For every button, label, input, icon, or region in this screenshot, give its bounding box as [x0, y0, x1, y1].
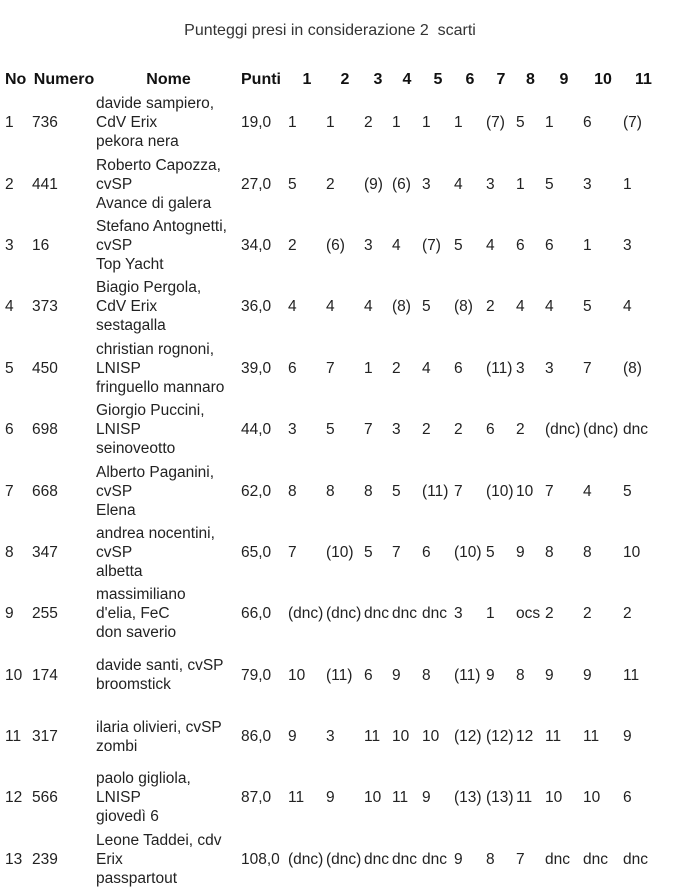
rank-cell: 3	[5, 236, 14, 254]
race-score-cell: (dnc)	[288, 850, 324, 868]
name-line: christian rognoni,	[96, 340, 215, 358]
race-score-cell: 3	[516, 359, 525, 377]
name-line: massimiliano	[96, 586, 186, 604]
race-score-cell: 10	[422, 728, 440, 746]
column-header: 9	[559, 70, 569, 88]
points-cell: 86,0	[241, 728, 272, 746]
rank-cell: 7	[5, 482, 14, 500]
race-score-cell: dnc	[364, 605, 389, 623]
race-score-cell: 8	[422, 666, 431, 684]
race-score-cell: 9	[623, 728, 632, 746]
race-score-cell: ocs	[516, 605, 541, 623]
race-score-cell: 3	[392, 421, 401, 439]
race-score-cell: 10	[392, 728, 410, 746]
table-row	[0, 706, 664, 767]
race-score-cell: 9	[422, 789, 431, 807]
race-score-cell: 1	[392, 114, 401, 132]
race-score-cell: 7	[545, 482, 554, 500]
race-score-cell: 5	[545, 175, 554, 193]
table-row	[0, 522, 664, 583]
name-line: d'elia, FeC	[96, 605, 170, 623]
race-score-cell: 1	[545, 114, 554, 132]
race-score-cell: 6	[288, 359, 297, 377]
sail-number-cell: 566	[32, 789, 58, 807]
race-score-cell: 5	[364, 543, 373, 561]
sail-number-cell: 373	[32, 298, 58, 316]
race-score-cell: 7	[326, 359, 335, 377]
race-score-cell: 3	[545, 359, 554, 377]
race-score-cell: dnc	[392, 605, 417, 623]
race-score-cell: 7	[583, 359, 592, 377]
name-cell	[96, 153, 241, 214]
name-line: davide sampiero,	[96, 95, 215, 113]
results-body	[0, 92, 664, 890]
column-header: No	[5, 70, 27, 88]
name-line: CdV Erix	[96, 298, 158, 316]
column-header: Nome	[146, 70, 191, 88]
race-score-cell: dnc	[545, 850, 570, 868]
race-score-cell: (6)	[392, 175, 411, 193]
race-score-cell: 6	[454, 359, 463, 377]
name-line: CdV Erix	[96, 114, 158, 132]
name-line: passpartout	[96, 869, 177, 887]
name-cell	[96, 460, 241, 521]
race-score-cell: 7	[392, 543, 401, 561]
name-line: Leone Taddei, cdv	[96, 831, 222, 849]
race-score-cell: 3	[454, 605, 463, 623]
race-score-cell: 10	[545, 789, 563, 807]
race-score-cell: 8	[545, 543, 554, 561]
name-line: LNISP	[96, 789, 141, 807]
race-score-cell: 6	[422, 543, 431, 561]
race-score-cell: 1	[364, 359, 373, 377]
race-score-cell: dnc	[623, 850, 648, 868]
name-cell	[96, 767, 241, 828]
points-cell: 39,0	[241, 359, 272, 377]
name-line: LNISP	[96, 359, 141, 377]
column-header: 1	[302, 70, 312, 88]
race-score-cell: 5	[422, 298, 431, 316]
race-score-cell: 4	[454, 175, 463, 193]
race-score-cell: 2	[288, 236, 297, 254]
race-score-cell: 1	[583, 236, 592, 254]
race-score-cell: 6	[364, 666, 373, 684]
race-score-cell: 1	[288, 114, 297, 132]
race-score-cell: 9	[288, 728, 297, 746]
race-score-cell: dnc	[623, 421, 648, 439]
race-score-cell: 2	[364, 114, 373, 132]
sail-number-cell: 16	[32, 236, 50, 254]
name-line: ilaria olivieri, cvSP	[96, 718, 222, 736]
race-score-cell: (dnc)	[326, 605, 362, 623]
name-line: Biagio Pergola,	[96, 279, 202, 297]
race-score-cell: 11	[545, 728, 562, 746]
name-line: pekora nera	[96, 133, 179, 151]
race-score-cell: 1	[422, 114, 431, 132]
race-score-cell: 4	[422, 359, 431, 377]
race-score-cell: (11)	[486, 359, 513, 377]
race-score-cell: dnc	[422, 850, 447, 868]
race-score-cell: (8)	[623, 359, 642, 377]
race-score-cell: 2	[583, 605, 592, 623]
race-score-cell: 10	[623, 543, 641, 561]
race-score-cell: 8	[364, 482, 373, 500]
name-cell	[96, 583, 241, 644]
name-cell	[96, 645, 241, 706]
race-score-cell: 11	[392, 789, 409, 807]
race-score-cell: 8	[288, 482, 297, 500]
race-score-cell: 5	[326, 421, 335, 439]
race-score-cell: (13)	[454, 789, 482, 807]
race-score-cell: 5	[454, 236, 463, 254]
race-score-cell: 4	[583, 482, 592, 500]
sail-number-cell: 255	[32, 605, 58, 623]
sail-number-cell: 698	[32, 421, 58, 439]
name-line: broomstick	[96, 676, 171, 694]
race-score-cell: 5	[392, 482, 401, 500]
race-score-cell: 11	[364, 728, 381, 746]
name-line: seinoveotto	[96, 440, 176, 458]
race-score-cell: 5	[623, 482, 632, 500]
race-score-cell: 6	[623, 789, 632, 807]
race-score-cell: 2	[454, 421, 463, 439]
sail-number-cell: 668	[32, 482, 58, 500]
race-score-cell: 4	[545, 298, 554, 316]
points-cell: 62,0	[241, 482, 272, 500]
rank-cell: 9	[5, 605, 14, 623]
name-line: cvSP	[96, 482, 133, 500]
race-score-cell: (8)	[392, 298, 411, 316]
name-line: Avance di galera	[96, 194, 212, 212]
name-line: giovedì 6	[96, 808, 159, 826]
race-score-cell: 3	[326, 728, 335, 746]
rank-cell: 2	[5, 175, 14, 193]
race-score-cell: 3	[623, 236, 632, 254]
points-cell: 36,0	[241, 298, 272, 316]
results-table	[0, 66, 664, 890]
race-score-cell: (7)	[422, 236, 441, 254]
column-header: Numero	[33, 70, 95, 88]
race-score-cell: (dnc)	[545, 421, 581, 439]
race-score-cell: (dnc)	[326, 850, 362, 868]
race-score-cell: 3	[422, 175, 431, 193]
table-row	[0, 92, 664, 153]
name-cell	[96, 706, 241, 767]
race-score-cell: (9)	[364, 175, 383, 193]
race-score-cell: 7	[364, 421, 373, 439]
race-score-cell: 8	[326, 482, 335, 500]
column-header: 5	[433, 70, 443, 88]
points-cell: 27,0	[241, 175, 272, 193]
sail-number-cell: 239	[32, 850, 58, 868]
rank-cell: 6	[5, 421, 14, 439]
race-score-cell: (dnc)	[288, 605, 324, 623]
race-score-cell: 9	[516, 543, 525, 561]
name-cell	[96, 92, 241, 153]
points-cell: 34,0	[241, 236, 272, 254]
column-header: 7	[496, 70, 506, 88]
race-score-cell: (10)	[454, 543, 482, 561]
race-score-cell: 3	[486, 175, 495, 193]
race-score-cell: (11)	[454, 666, 481, 684]
race-score-cell: 9	[392, 666, 401, 684]
name-line: fringuello mannaro	[96, 378, 225, 396]
race-score-cell: 4	[486, 236, 495, 254]
race-score-cell: 5	[583, 298, 592, 316]
rank-cell: 1	[5, 114, 14, 132]
name-line: Elena	[96, 501, 136, 519]
name-cell	[96, 276, 241, 337]
rank-cell: 5	[5, 359, 14, 377]
sail-number-cell: 736	[32, 114, 58, 132]
header-row	[0, 66, 664, 92]
race-score-cell: 10	[583, 789, 601, 807]
race-score-cell: 8	[583, 543, 592, 561]
race-score-cell: 9	[545, 666, 554, 684]
points-cell: 79,0	[241, 666, 272, 684]
race-score-cell: 5	[288, 175, 297, 193]
race-score-cell: 9	[454, 850, 463, 868]
race-score-cell: dnc	[392, 850, 417, 868]
race-score-cell: 2	[516, 421, 525, 439]
points-cell: 66,0	[241, 605, 272, 623]
race-score-cell: 6	[516, 236, 525, 254]
name-line: andrea nocentini,	[96, 524, 215, 542]
column-header: 2	[340, 70, 350, 88]
race-score-cell: (6)	[326, 236, 345, 254]
race-score-cell: (dnc)	[583, 421, 619, 439]
points-cell: 108,0	[241, 850, 280, 868]
race-score-cell: 6	[545, 236, 554, 254]
name-line: Roberto Capozza,	[96, 156, 221, 174]
race-score-cell: (11)	[326, 666, 353, 684]
race-score-cell: 10	[364, 789, 382, 807]
race-score-cell: 6	[486, 421, 495, 439]
race-score-cell: 1	[623, 175, 632, 193]
race-score-cell: 8	[516, 666, 525, 684]
race-score-cell: 11	[516, 789, 533, 807]
name-line: cvSP	[96, 543, 133, 561]
sail-number-cell: 450	[32, 359, 58, 377]
race-score-cell: 11	[583, 728, 600, 746]
race-score-cell: 6	[583, 114, 592, 132]
sail-number-cell: 347	[32, 543, 58, 561]
column-header: Punti	[241, 70, 281, 88]
points-cell: 44,0	[241, 421, 272, 439]
race-score-cell: 1	[486, 605, 495, 623]
race-score-cell: 4	[364, 298, 373, 316]
race-score-cell: 4	[392, 236, 401, 254]
name-line: cvSP	[96, 236, 133, 254]
race-score-cell: 1	[516, 175, 525, 193]
table-row	[0, 153, 664, 214]
name-cell	[96, 522, 241, 583]
race-score-cell: 3	[288, 421, 297, 439]
race-score-cell: dnc	[583, 850, 608, 868]
race-score-cell: 2	[486, 298, 495, 316]
race-score-cell: 9	[486, 666, 495, 684]
name-line: sestagalla	[96, 317, 166, 335]
name-line: cvSP	[96, 175, 133, 193]
name-line: davide santi, cvSP	[96, 657, 224, 675]
race-score-cell: (7)	[486, 114, 505, 132]
race-score-cell: 5	[486, 543, 495, 561]
race-score-cell: 2	[326, 175, 335, 193]
table-row	[0, 338, 664, 399]
column-header: 8	[526, 70, 535, 88]
name-cell	[96, 399, 241, 460]
table-row	[0, 276, 664, 337]
race-score-cell: 4	[326, 298, 335, 316]
column-header: 11	[635, 70, 652, 88]
name-cell	[96, 338, 241, 399]
race-score-cell: 9	[326, 789, 335, 807]
race-score-cell: (7)	[623, 114, 642, 132]
race-score-cell: 7	[288, 543, 297, 561]
race-score-cell: 2	[422, 421, 431, 439]
race-score-cell: 10	[288, 666, 306, 684]
race-score-cell: dnc	[422, 605, 447, 623]
name-line: Erix	[96, 850, 123, 868]
sail-number-cell: 441	[32, 175, 58, 193]
sail-number-cell: 317	[32, 728, 58, 746]
results-caption: Punteggi presi in considerazione 2 scarti	[184, 22, 476, 39]
rank-cell: 13	[5, 850, 23, 868]
name-cell	[96, 829, 241, 890]
name-line: Stefano Antognetti,	[96, 217, 227, 235]
name-line: Giorgio Puccini,	[96, 402, 205, 420]
table-row	[0, 583, 664, 644]
rank-cell: 10	[5, 666, 23, 684]
race-score-cell: 8	[486, 850, 495, 868]
column-header: 10	[594, 70, 612, 88]
race-score-cell: 9	[583, 666, 592, 684]
race-score-cell: 3	[364, 236, 373, 254]
table-row	[0, 460, 664, 521]
table-row	[0, 215, 664, 276]
column-header: 3	[373, 70, 383, 88]
name-line: LNISP	[96, 421, 141, 439]
name-line: paolo gigliola,	[96, 770, 191, 788]
race-score-cell: 4	[623, 298, 632, 316]
column-header: 6	[465, 70, 475, 88]
race-score-cell: (10)	[486, 482, 514, 500]
sail-number-cell: 174	[32, 666, 58, 684]
race-score-cell: (12)	[486, 728, 514, 746]
rank-cell: 8	[5, 543, 14, 561]
table-row	[0, 645, 664, 706]
points-cell: 19,0	[241, 114, 272, 132]
name-line: zombi	[96, 737, 138, 755]
race-score-cell: 4	[516, 298, 525, 316]
race-score-cell: (8)	[454, 298, 473, 316]
race-score-cell: 3	[583, 175, 592, 193]
name-cell	[96, 215, 241, 276]
table-row	[0, 399, 664, 460]
race-score-cell: 2	[545, 605, 554, 623]
name-line: don saverio	[96, 624, 177, 642]
column-header: 4	[402, 70, 412, 88]
rank-cell: 4	[5, 298, 14, 316]
race-score-cell: 10	[516, 482, 534, 500]
race-score-cell: 1	[454, 114, 463, 132]
name-line: Top Yacht	[96, 255, 164, 273]
points-cell: 65,0	[241, 543, 272, 561]
race-score-cell: 11	[288, 789, 305, 807]
table-row	[0, 829, 664, 890]
race-score-cell: 7	[516, 850, 525, 868]
rank-cell: 11	[5, 728, 22, 746]
race-score-cell: 2	[623, 605, 632, 623]
name-line: Alberto Paganini,	[96, 463, 215, 481]
race-score-cell: 7	[454, 482, 463, 500]
race-score-cell: dnc	[364, 850, 389, 868]
points-cell: 87,0	[241, 789, 272, 807]
race-score-cell: 1	[326, 114, 335, 132]
race-score-cell: 12	[516, 728, 534, 746]
race-score-cell: 11	[623, 666, 640, 684]
race-score-cell: (12)	[454, 728, 482, 746]
race-score-cell: (10)	[326, 543, 354, 561]
table-row	[0, 767, 664, 828]
race-score-cell: 4	[288, 298, 297, 316]
race-score-cell: 5	[516, 114, 525, 132]
race-score-cell: 2	[392, 359, 401, 377]
race-score-cell: (13)	[486, 789, 514, 807]
rank-cell: 12	[5, 789, 23, 807]
race-score-cell: (11)	[422, 482, 449, 500]
name-line: albetta	[96, 562, 143, 580]
